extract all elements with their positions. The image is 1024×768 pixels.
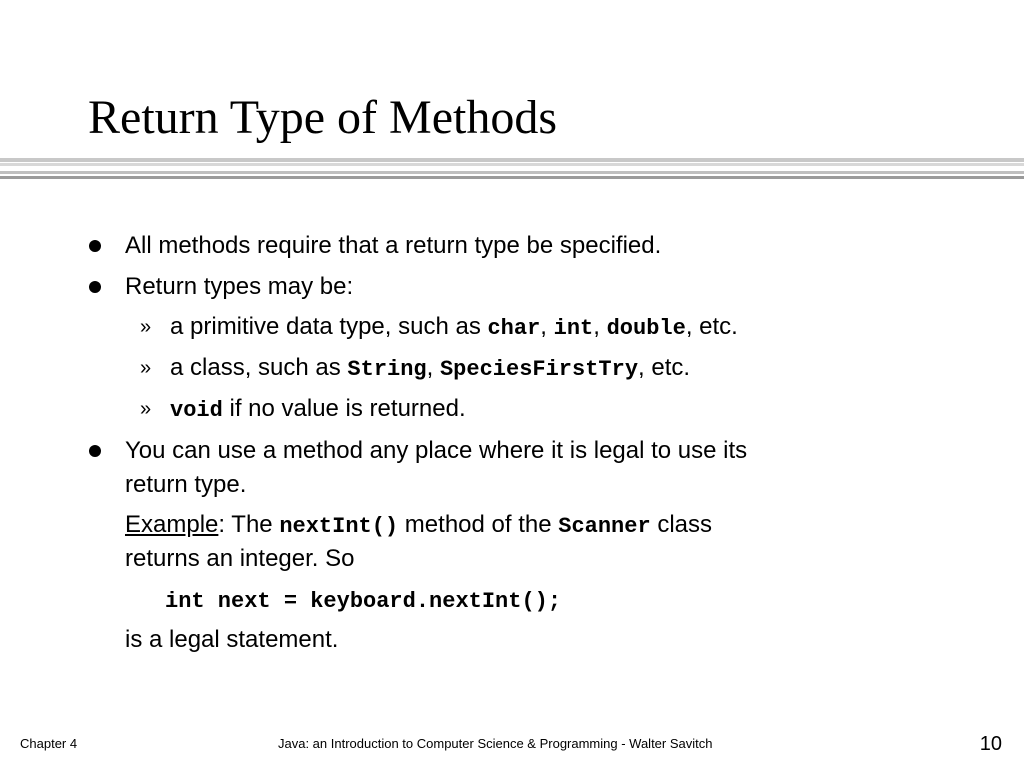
title-divider-3	[0, 171, 1024, 174]
code-double: double	[606, 316, 686, 341]
sub-bullet-text-2	[170, 351, 690, 387]
code-scanner: Scanner	[558, 514, 651, 539]
page-number: 10	[979, 733, 1002, 755]
example-text-2: method of the	[398, 511, 559, 538]
example-label: Example	[125, 511, 219, 538]
bullet-dot-3	[89, 445, 101, 457]
sub1-sep2: ,	[593, 313, 607, 340]
bullet-text-3-line-1: You can use a method any place where it is legal to use its	[125, 437, 748, 464]
title-divider-1	[0, 158, 1024, 162]
sub-bullet-text-3	[170, 392, 466, 428]
code-string: String	[347, 357, 427, 382]
title-divider-4	[0, 176, 1024, 179]
sub-bullet-marker-1: »	[140, 316, 152, 338]
footer-book-title: Java: an Introduction to Computer Science & Programming - Walter Savitch	[278, 736, 713, 751]
sub2-suffix: , etc.	[638, 354, 691, 381]
sub1-sep1: ,	[540, 313, 554, 340]
sub1-prefix: a primitive data type, such as	[170, 313, 488, 340]
code-statement: int next = keyboard.nextInt();	[165, 589, 562, 614]
code-species: SpeciesFirstTry	[439, 357, 639, 382]
example-line-4: is a legal statement.	[125, 626, 339, 653]
slide-title: Return Type of Methods	[88, 91, 558, 144]
code-int: int	[553, 316, 594, 341]
sub2-sep1: ,	[426, 354, 440, 381]
code-nextint: nextInt()	[279, 514, 399, 539]
example-line-1	[125, 508, 712, 544]
bullet-text-2: Return types may be:	[125, 273, 354, 300]
example-code-line	[165, 583, 561, 619]
sub-bullet-marker-2: »	[140, 357, 152, 379]
example-line-2: returns an integer. So	[125, 545, 355, 572]
sub3-suffix: if no value is returned.	[222, 395, 466, 422]
footer-chapter: Chapter 4	[20, 736, 78, 751]
bullet-text-3-line-2: return type.	[125, 471, 247, 498]
example-text-1: : The	[218, 511, 280, 538]
code-char: char	[487, 316, 541, 341]
sub2-prefix: a class, such as	[170, 354, 348, 381]
title-divider-2	[0, 163, 1024, 166]
sub1-suffix: , etc.	[685, 313, 738, 340]
sub-bullet-marker-3: »	[140, 398, 152, 420]
bullet-text-1: All methods require that a return type be specified.	[125, 232, 662, 259]
bullet-dot-1	[89, 240, 101, 252]
code-void: void	[170, 398, 223, 423]
sub-bullet-text-1	[170, 310, 738, 346]
bullet-dot-2	[89, 281, 101, 293]
example-text-3: class	[650, 511, 713, 538]
